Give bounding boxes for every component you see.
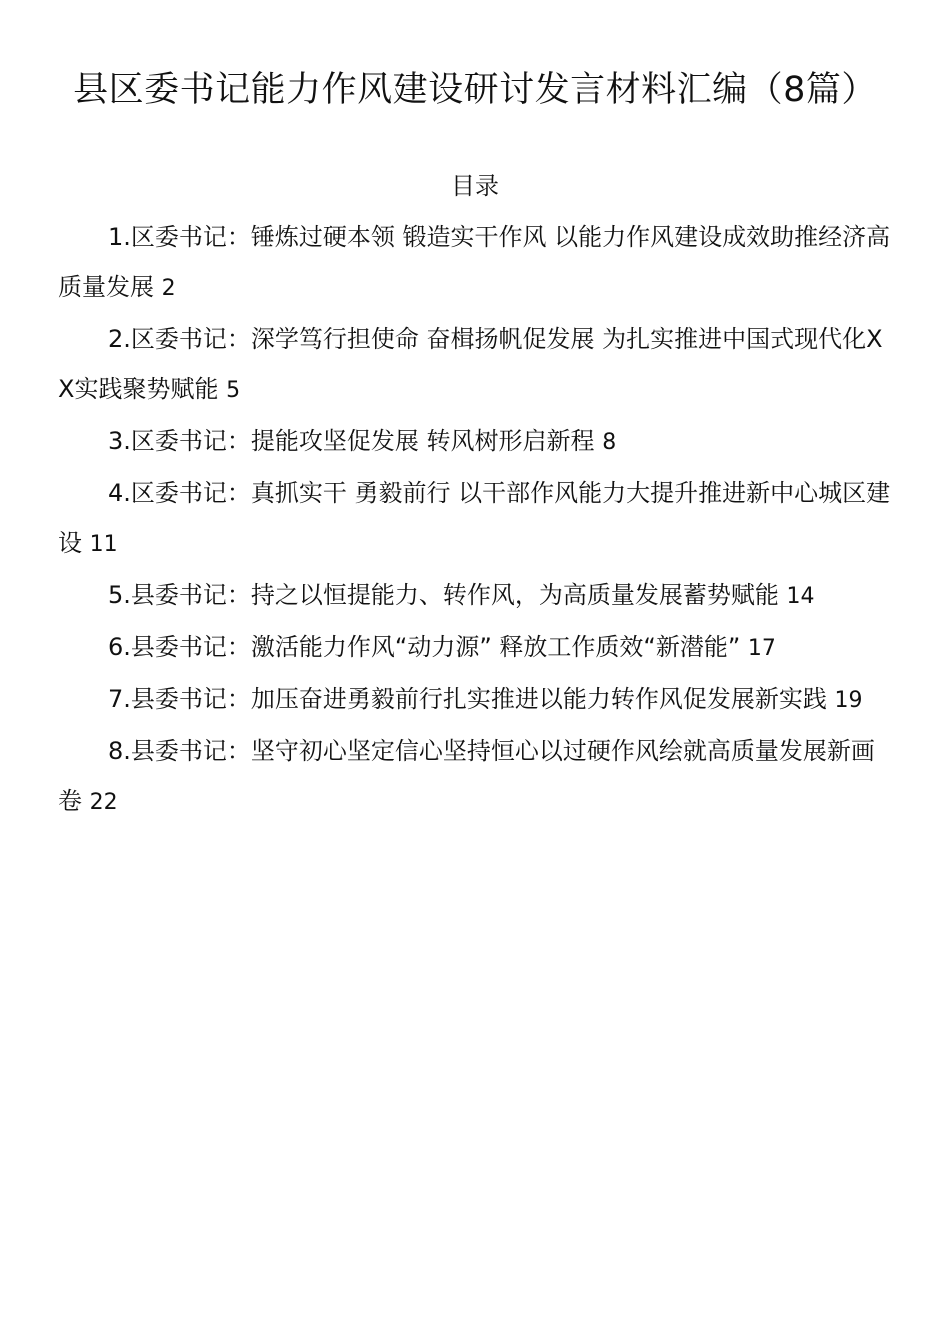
toc-entry-author: 区委书记：	[130, 427, 251, 455]
toc-entry-title: 加压奋进勇毅前行扎实推进以能力转作风促发展新实践	[250, 685, 827, 713]
toc-entry	[58, 726, 898, 828]
toc-entry-index: 3.	[108, 427, 131, 455]
toc-entry	[58, 416, 898, 468]
toc-entry-index: 4.	[108, 479, 131, 507]
toc-entry	[58, 468, 898, 570]
toc-entry-author: 区委书记：	[130, 479, 251, 507]
toc-entry-title: 持之以恒提能力、转作风，为高质量发展蓄势赋能	[250, 581, 779, 609]
toc-entry-page: 19	[834, 688, 863, 713]
toc-entry-author: 县委书记：	[130, 737, 251, 765]
toc-entry-index: 6.	[108, 633, 131, 661]
toc-entry-index: 8.	[108, 737, 131, 765]
toc-heading: 目录	[451, 172, 499, 200]
toc-entry-page: 22	[89, 790, 118, 815]
toc-entry-index: 1.	[108, 223, 131, 251]
toc-entry-title: 锤炼过硬本领 锻造实干作风 以能力作风建设成效助推经济高质量发展	[58, 223, 891, 301]
toc-entry-page: 11	[89, 532, 118, 557]
toc-entry-index: 2.	[108, 325, 131, 353]
toc-entry-author: 县委书记：	[130, 633, 251, 661]
toc-entry	[58, 622, 898, 674]
toc-entry-page: 2	[161, 276, 176, 301]
toc-entry-index: 7.	[108, 685, 131, 713]
toc-entry-title: 真抓实干 勇毅前行 以干部作风能力大提升推进新中心城区建设	[58, 479, 891, 557]
table-of-contents	[58, 212, 898, 828]
toc-entry-page: 17	[747, 636, 776, 661]
toc-entry-page: 14	[786, 584, 815, 609]
toc-entry-author: 县委书记：	[130, 581, 251, 609]
toc-entry	[58, 570, 898, 622]
toc-entry-title: 激活能力作风“动力源” 释放工作质效“新潜能”	[250, 633, 741, 661]
toc-entry-page: 5	[226, 378, 241, 403]
toc-entry-author: 县委书记：	[130, 685, 251, 713]
toc-entry	[58, 674, 898, 726]
toc-entry-author: 区委书记：	[130, 223, 251, 251]
toc-entry	[58, 212, 898, 314]
toc-entry-title: 深学笃行担使命 奋楫扬帆促发展 为扎实推进中国式现代化XX实践聚势赋能	[58, 325, 883, 403]
toc-entry-author: 区委书记：	[130, 325, 251, 353]
toc-entry	[58, 314, 898, 416]
toc-entry-title: 坚守初心坚定信心坚持恒心以过硬作风绘就高质量发展新画卷	[58, 737, 875, 815]
document-title: 县区委书记能力作风建设研讨发言材料汇编（8篇）	[73, 70, 877, 110]
toc-entry-index: 5.	[108, 581, 131, 609]
toc-entry-page: 8	[602, 430, 617, 455]
toc-entry-title: 提能攻坚促发展 转风树形启新程	[250, 427, 595, 455]
